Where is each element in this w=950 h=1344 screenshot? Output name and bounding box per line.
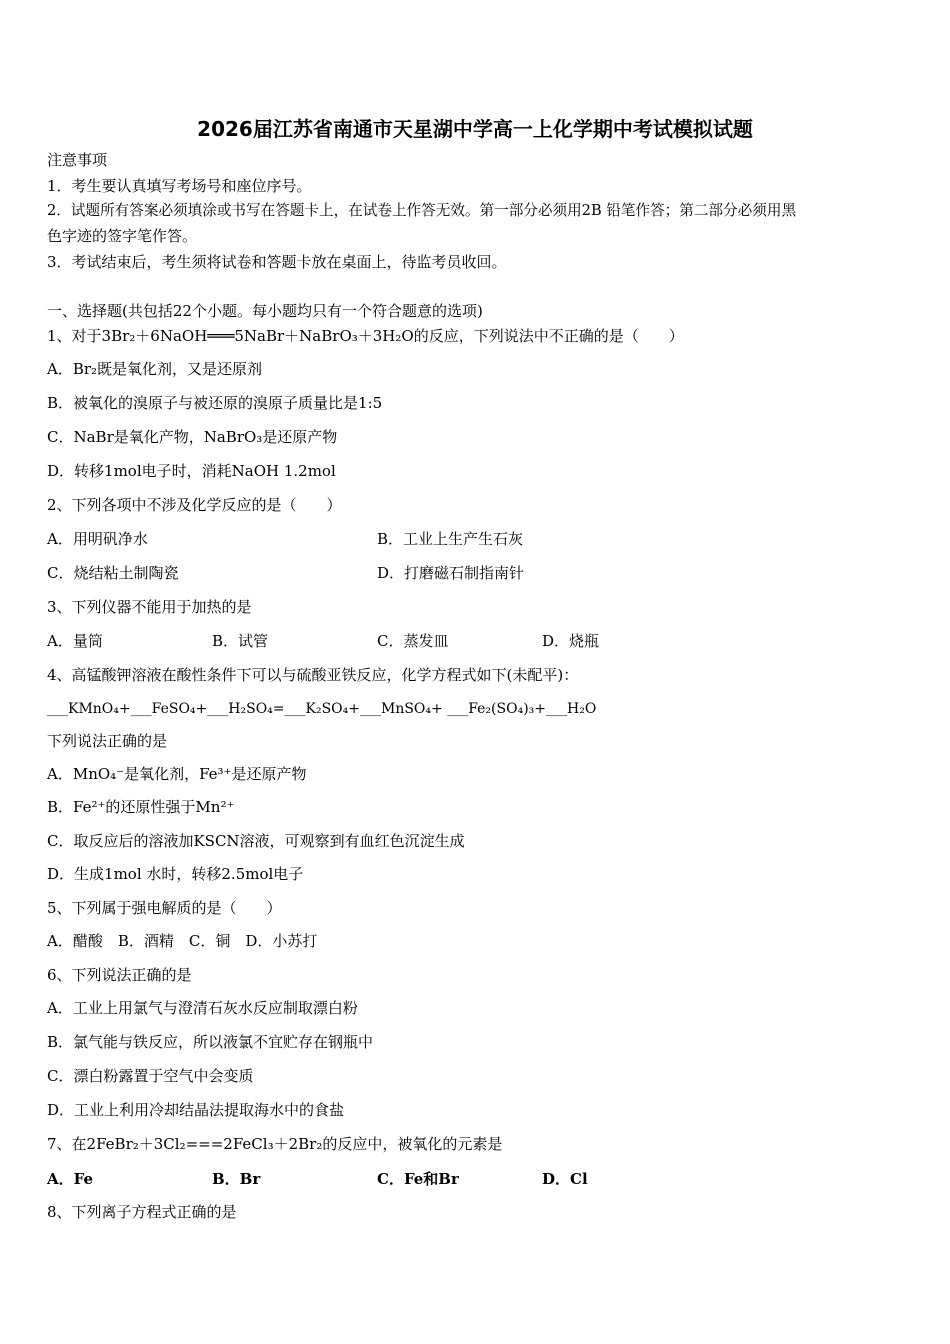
option: D．生成1mol 水时，转移2.5mol电子 <box>47 865 304 883</box>
option: B．Br <box>212 1170 261 1188</box>
question-5: 5、下列属于强电解质的是（ ） <box>47 899 282 917</box>
question-6: 6、下列说法正确的是 <box>47 966 192 984</box>
page-title: 2026届江苏省南通市天星湖中学高一上化学期中考试模拟试题 <box>197 117 753 141</box>
notice-heading: 注意事项 <box>47 151 108 169</box>
option: B．Fe²⁺的还原性强于Mn²⁺ <box>47 798 235 816</box>
option: D．工业上利用冷却结晶法提取海水中的食盐 <box>47 1101 345 1119</box>
notice-item: 2．试题所有答案必须填涂或书写在答题卡上，在试卷上作答无效。第一部分必须用2B 铅笔作答；第二部分必须用黑 <box>47 202 797 219</box>
option: C．烧结粘土制陶瓷 <box>47 564 179 582</box>
option: B．试管 <box>212 632 269 650</box>
option: A．Fe <box>47 1170 94 1188</box>
option: A．工业上用氯气与澄清石灰水反应制取漂白粉 <box>47 999 358 1017</box>
question-7: 7、在2FeBr₂＋3Cl₂===2FeCl₃＋2Br₂的反应中，被氧化的元素是 <box>47 1135 503 1153</box>
question-8: 8、下列离子方程式正确的是 <box>47 1203 237 1221</box>
option: C．漂白粉露置于空气中会变质 <box>47 1067 254 1085</box>
question-3: 3、下列仪器不能用于加热的是 <box>47 598 252 616</box>
equation: ___KMnO₄+___FeSO₄+___H₂SO₄=___K₂SO₄+___MnSO₄+ ___Fe₂(SO₄)₃+___H₂O <box>47 701 597 717</box>
option: D．打磨磁石制指南针 <box>377 564 525 582</box>
option: D．转移1mol电子时，消耗NaOH 1.2mol <box>47 462 336 480</box>
option: A．量筒 <box>47 632 103 650</box>
notice-item: 3．考试结束后，考生须将试卷和答题卡放在桌面上，待监考员收回。 <box>47 253 507 271</box>
option: A．Br₂既是氧化剂，又是还原剂 <box>47 360 263 378</box>
option: A．MnO₄⁻是氧化剂，Fe³⁺是还原产物 <box>47 765 307 783</box>
option: C．蒸发皿 <box>377 632 449 650</box>
question-2: 2、下列各项中不涉及化学反应的是（ ） <box>47 496 342 514</box>
option: A．用明矾净水 <box>47 530 148 548</box>
option: B．被氧化的溴原子与被还原的溴原子质量比是1:5 <box>47 394 383 412</box>
prompt: 下列说法正确的是 <box>47 732 168 750</box>
option: D．Cl <box>542 1170 588 1188</box>
option: B．氯气能与铁反应，所以液氯不宜贮存在钢瓶中 <box>47 1033 374 1051</box>
question-1: 1、对于3Br₂＋6NaOH═══5NaBr＋NaBrO₃＋3H₂O的反应，下列说法中不正确的是（ ） <box>47 327 684 345</box>
question-4: 4、高锰酸钾溶液在酸性条件下可以与硫酸亚铁反应，化学方程式如下(未配平)： <box>47 666 579 684</box>
section-heading: 一、选择题(共包括22个小题。每小题均只有一个符合题意的选项) <box>47 302 483 320</box>
option: B．工业上生产生石灰 <box>377 530 524 548</box>
notice-item: 1．考生要认真填写考场号和座位序号。 <box>47 177 312 195</box>
option: C．Fe和Br <box>377 1170 459 1188</box>
notice-item: 色字迹的签字笔作答。 <box>47 227 198 245</box>
option: C．取反应后的溶液加KSCN溶液，可观察到有血红色沉淀生成 <box>47 832 465 850</box>
option: C．NaBr是氧化产物，NaBrO₃是还原产物 <box>47 428 338 446</box>
options: A．醋酸 B．酒精 C．铜 D．小苏打 <box>47 932 318 950</box>
option: D．烧瓶 <box>542 632 600 650</box>
